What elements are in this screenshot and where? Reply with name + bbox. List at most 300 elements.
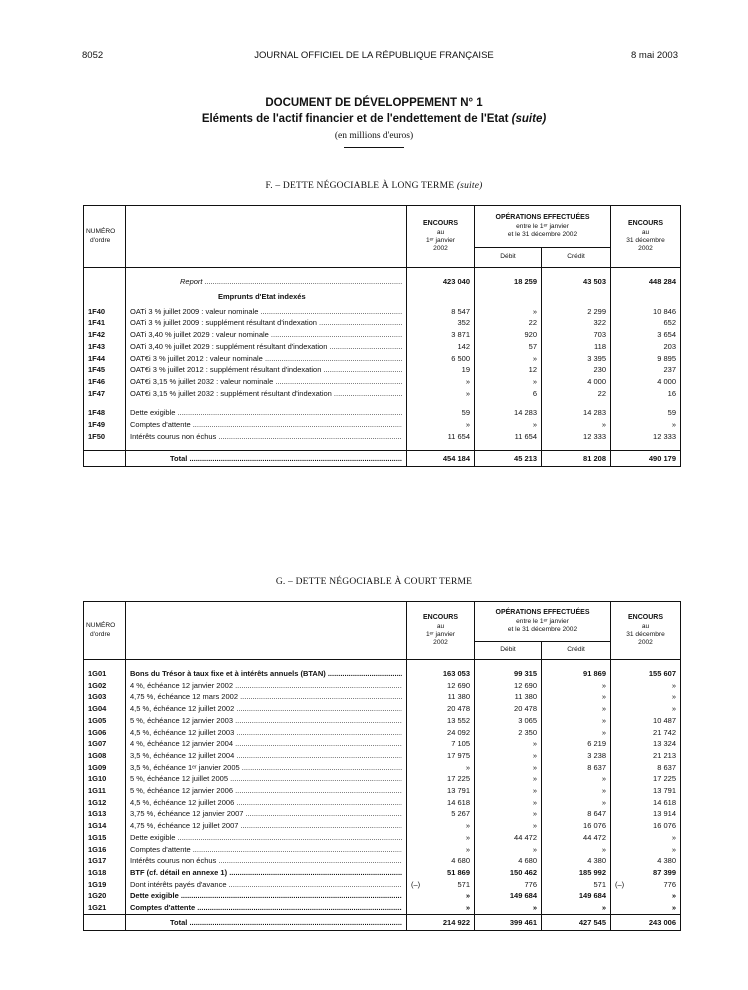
row-code <box>84 451 126 467</box>
value-debit: 99 315 <box>475 668 542 680</box>
row-code: 1G19 <box>84 879 126 891</box>
row-label: OATi 3,40 % juillet 2029 : valeur nominale ..... <box>126 329 407 341</box>
value-credit: » <box>542 715 611 727</box>
value-encours-jan: 59 <box>407 407 475 419</box>
value-credit: 16 076 <box>542 820 611 832</box>
value-encours-dec <box>611 762 681 774</box>
value-encours-dec <box>611 867 681 879</box>
value-credit: 2 299 <box>542 306 611 318</box>
value-debit: 12 690 <box>475 680 542 692</box>
value-debit: 3 065 <box>475 715 542 727</box>
table-row <box>84 820 681 832</box>
value-encours-jan: 8 547 <box>407 306 475 318</box>
value-credit: 703 <box>542 329 611 341</box>
row-label: 5 %, échéance 12 juillet 2005 ..... <box>126 773 407 785</box>
value-encours-jan: 352 <box>407 317 475 329</box>
row-code: 1F42 <box>84 329 126 341</box>
value-text: 13 552 <box>447 715 470 725</box>
value-debit: » <box>475 773 542 785</box>
spacer-cell <box>407 660 475 669</box>
value-text: 776 <box>663 879 676 889</box>
table-row <box>84 407 681 419</box>
value-credit: 8 637 <box>542 762 611 774</box>
value-text: 4 680 <box>451 856 470 866</box>
row-code: 1F41 <box>84 317 126 329</box>
row-code: 1G11 <box>84 785 126 797</box>
value-debit: » <box>475 762 542 774</box>
long-term-debt-table <box>83 205 681 467</box>
value-encours-jan <box>407 867 475 879</box>
row-code <box>84 288 126 306</box>
row-label: Comptes d'attente ..... <box>126 844 407 856</box>
table-row <box>84 341 681 353</box>
value-encours-jan <box>407 680 475 692</box>
table-row <box>84 388 681 400</box>
row-code: 1F49 <box>84 419 126 431</box>
value-debit: 4 680 <box>475 855 542 867</box>
value-encours-dec <box>611 879 681 891</box>
value-text: 21 213 <box>653 750 676 760</box>
value-debit: 6 <box>475 388 542 400</box>
value-debit: » <box>475 808 542 820</box>
value-debit: 44 472 <box>475 832 542 844</box>
table-row <box>84 419 681 431</box>
value-credit: » <box>542 797 611 809</box>
col-debit: Débit <box>475 642 542 660</box>
value-text: 11 380 <box>447 692 470 702</box>
value-encours-jan: » <box>407 419 475 431</box>
value-credit: 571 <box>542 879 611 891</box>
spacer-cell <box>542 660 611 669</box>
value-encours-jan: » <box>407 376 475 388</box>
value-credit: » <box>542 691 611 703</box>
publication-date: 8 mai 2003 <box>630 50 678 61</box>
row-label: Dette exigible ..... <box>126 890 407 902</box>
value-text: 17 225 <box>447 774 470 784</box>
group-label: Emprunts d'Etat indexés <box>126 288 407 306</box>
value-debit: » <box>475 797 542 809</box>
value-credit: 3 395 <box>542 353 611 365</box>
value-debit: » <box>475 750 542 762</box>
value-text: » <box>671 704 676 714</box>
value-debit: » <box>475 785 542 797</box>
value-encours-dec <box>611 832 681 844</box>
unit-note: (en millions d'euros) <box>334 131 414 141</box>
spacer-cell <box>126 442 407 451</box>
value-encours-jan <box>407 773 475 785</box>
value-credit: 4 000 <box>542 376 611 388</box>
value-credit: 185 992 <box>542 867 611 879</box>
row-code: 1G17 <box>84 855 126 867</box>
value-credit: » <box>542 703 611 715</box>
table-row <box>84 364 681 376</box>
value-credit: 3 238 <box>542 750 611 762</box>
group-row <box>84 288 681 306</box>
col-operations: OPÉRATIONS EFFECTUÉES entre le 1ᵉʳ janvier et le 31 décembre 2002 <box>475 602 611 642</box>
value-encours-dec: » <box>611 419 681 431</box>
value-credit: 44 472 <box>542 832 611 844</box>
spacer-cell <box>542 399 611 407</box>
value-credit: » <box>542 902 611 914</box>
table-row <box>84 890 681 902</box>
row-label: OATi 3,40 % juillet 2029 : supplément résultant d'indexation ..... <box>126 341 407 353</box>
value-encours-dec: 652 <box>611 317 681 329</box>
value-text: » <box>671 680 676 690</box>
row-label: OAT€i 3,15 % juillet 2032 : valeur nominale ..... <box>126 376 407 388</box>
total-row <box>84 451 681 467</box>
value-encours-jan: 19 <box>407 364 475 376</box>
value-encours-dec <box>611 902 681 914</box>
spacer-cell <box>475 660 542 669</box>
value-encours-jan <box>407 750 475 762</box>
value-encours-jan <box>407 703 475 715</box>
value-encours-dec <box>611 691 681 703</box>
value-encours-dec <box>611 808 681 820</box>
value-encours-jan <box>407 855 475 867</box>
value-debit: 920 <box>475 329 542 341</box>
total-debit: 399 461 <box>475 914 542 930</box>
value-encours-jan: » <box>407 388 475 400</box>
row-code: 1G06 <box>84 727 126 739</box>
value-encours-jan <box>407 668 475 680</box>
value-text: 87 399 <box>653 867 676 877</box>
table-row <box>84 855 681 867</box>
title-rule <box>344 147 404 148</box>
value-text: » <box>465 891 470 901</box>
value-text: 13 324 <box>653 739 676 749</box>
row-label: 4,5 %, échéance 12 juillet 2006 ..... <box>126 797 407 809</box>
journal-title: JOURNAL OFFICIEL DE LA RÉPUBLIQUE FRANÇAISE <box>254 50 494 61</box>
value-text: 12 690 <box>447 680 470 690</box>
value-debit: » <box>475 353 542 365</box>
value-credit: 14 283 <box>542 407 611 419</box>
value-credit: » <box>542 680 611 692</box>
value-text: » <box>671 832 676 842</box>
col-debit: Débit <box>475 248 542 268</box>
value-credit: 4 380 <box>542 855 611 867</box>
value-debit: 2 350 <box>475 727 542 739</box>
value-debit: 150 462 <box>475 867 542 879</box>
value-text: 571 <box>457 879 470 889</box>
value-text: » <box>671 903 676 913</box>
spacer-cell <box>84 268 126 277</box>
value-text: 13 791 <box>447 786 470 796</box>
total-debit: 45 213 <box>475 451 542 467</box>
value-encours-dec: 4 000 <box>611 376 681 388</box>
table-row <box>84 691 681 703</box>
value-debit: 20 478 <box>475 703 542 715</box>
value-credit: 91 869 <box>542 668 611 680</box>
spacer-cell <box>611 442 681 451</box>
col-label <box>126 206 407 268</box>
row-code: 1F48 <box>84 407 126 419</box>
value-encours-dec <box>611 668 681 680</box>
section-g-title: G. – DETTE NÉGOCIABLE À COURT TERME <box>275 577 473 587</box>
value-credit: » <box>542 785 611 797</box>
row-code <box>84 914 126 930</box>
value-encours-jan <box>407 808 475 820</box>
row-label: 4,75 %, échéance 12 mars 2002 ..... <box>126 691 407 703</box>
total-credit: 427 545 <box>542 914 611 930</box>
row-label: 4 %, échéance 12 janvier 2002 ..... <box>126 680 407 692</box>
value-encours-dec: 237 <box>611 364 681 376</box>
spacer-cell <box>126 268 407 277</box>
value-debit: 776 <box>475 879 542 891</box>
row-code: 1G05 <box>84 715 126 727</box>
table-row <box>84 317 681 329</box>
value-text: 16 076 <box>653 821 676 831</box>
value-encours-jan <box>407 890 475 902</box>
row-code: 1F43 <box>84 341 126 353</box>
value-encours-jan: 3 871 <box>407 329 475 341</box>
report-row <box>84 276 681 288</box>
spacer-cell <box>126 660 407 669</box>
row-label: 4,5 %, échéance 12 juillet 2002 ..... <box>126 703 407 715</box>
total-encours-dec: 490 179 <box>611 451 681 467</box>
row-code: 1G01 <box>84 668 126 680</box>
value-credit: » <box>542 773 611 785</box>
table-row <box>84 668 681 680</box>
row-label: BTF (cf. détail en annexe 1) ..... <box>126 867 407 879</box>
row-label: Dette exigible ..... <box>126 407 407 419</box>
table-row <box>84 844 681 856</box>
total-row <box>84 914 681 930</box>
table-row <box>84 879 681 891</box>
row-label: 4,75 %, échéance 12 juillet 2007 ..... <box>126 820 407 832</box>
row-code: 1F40 <box>84 306 126 318</box>
document-title: DOCUMENT DE DÉVELOPPEMENT N° 1 <box>265 97 483 109</box>
total-label: Total ..... <box>126 451 407 467</box>
value-text: 24 092 <box>447 727 470 737</box>
row-code: 1F44 <box>84 353 126 365</box>
value-text: 20 478 <box>447 704 470 714</box>
total-encours-jan: 454 184 <box>407 451 475 467</box>
value-credit: 43 503 <box>542 276 611 288</box>
row-label: 4,5 %, échéance 12 juillet 2003 ..... <box>126 727 407 739</box>
value-encours-dec: 10 846 <box>611 306 681 318</box>
col-encours-jan: ENCOURS au 1ᵉʳ janvier 2002 <box>407 206 475 268</box>
spacer-cell <box>407 442 475 451</box>
value-encours-dec: 9 895 <box>611 353 681 365</box>
value-encours-jan <box>407 785 475 797</box>
row-code: 1G13 <box>84 808 126 820</box>
value-encours-jan <box>407 879 475 891</box>
table-row <box>84 306 681 318</box>
row-code: 1G10 <box>84 773 126 785</box>
table-row <box>84 431 681 443</box>
row-label: Comptes d'attente ..... <box>126 902 407 914</box>
row-code: 1F47 <box>84 388 126 400</box>
table-row <box>84 867 681 879</box>
section-f-title: F. – DETTE NÉGOCIABLE À LONG TERME (suite) <box>265 181 483 191</box>
value-encours-jan <box>407 844 475 856</box>
table-row <box>84 773 681 785</box>
value-encours-jan <box>407 797 475 809</box>
row-label: OATi 3 % juillet 2009 : supplément résultant d'indexation ..... <box>126 317 407 329</box>
table-row <box>84 376 681 388</box>
value-encours-jan <box>407 820 475 832</box>
value-credit: » <box>542 727 611 739</box>
spacer-cell <box>542 268 611 277</box>
value-text: 17 225 <box>653 774 676 784</box>
value-encours-jan <box>407 691 475 703</box>
total-encours-dec: 243 006 <box>611 914 681 930</box>
value-debit: 12 <box>475 364 542 376</box>
col-credit: Crédit <box>542 248 611 268</box>
value-encours-dec: 203 <box>611 341 681 353</box>
value-encours-jan: 11 654 <box>407 431 475 443</box>
table-row <box>84 353 681 365</box>
value-encours-dec <box>611 785 681 797</box>
value-encours-jan: 423 040 <box>407 276 475 288</box>
value-text: 7 105 <box>451 739 470 749</box>
table-row <box>84 762 681 774</box>
value-debit: 22 <box>475 317 542 329</box>
value-text: 10 487 <box>653 715 676 725</box>
value-text: 5 267 <box>451 809 470 819</box>
value-debit: » <box>475 820 542 832</box>
row-label: Intérêts courus non échus ..... <box>126 855 407 867</box>
value-encours-dec: 59 <box>611 407 681 419</box>
table-row <box>84 727 681 739</box>
empty-cell <box>542 288 611 306</box>
col-credit: Crédit <box>542 642 611 660</box>
value-credit: 230 <box>542 364 611 376</box>
value-encours-dec <box>611 844 681 856</box>
value-debit: » <box>475 419 542 431</box>
value-encours-jan <box>407 738 475 750</box>
table-row <box>84 902 681 914</box>
empty-cell <box>475 288 542 306</box>
negative-prefix: (–) <box>411 879 421 889</box>
value-credit: » <box>542 844 611 856</box>
spacer-cell <box>84 660 126 669</box>
value-encours-dec <box>611 727 681 739</box>
row-code: 1F50 <box>84 431 126 443</box>
value-text: 17 975 <box>447 750 470 760</box>
value-text: 163 053 <box>442 669 470 678</box>
value-encours-jan <box>407 762 475 774</box>
row-code: 1G21 <box>84 902 126 914</box>
row-label: 5 %, échéance 12 janvier 2003 ..... <box>126 715 407 727</box>
table-row <box>84 329 681 341</box>
row-code: 1G15 <box>84 832 126 844</box>
value-credit: 322 <box>542 317 611 329</box>
value-debit: 14 283 <box>475 407 542 419</box>
value-encours-dec: 3 654 <box>611 329 681 341</box>
empty-cell <box>407 288 475 306</box>
value-encours-jan <box>407 832 475 844</box>
row-code: 1G03 <box>84 691 126 703</box>
row-code: 1G09 <box>84 762 126 774</box>
value-encours-jan <box>407 715 475 727</box>
row-code: 1G04 <box>84 703 126 715</box>
value-text: » <box>465 903 470 913</box>
value-debit: » <box>475 306 542 318</box>
value-debit: 11 654 <box>475 431 542 443</box>
col-numero: NUMÉRO d'ordre <box>84 206 126 268</box>
row-code: 1G12 <box>84 797 126 809</box>
value-debit: 11 380 <box>475 691 542 703</box>
row-label: Report ..... <box>126 276 407 288</box>
value-text: » <box>465 832 470 842</box>
value-text: » <box>465 762 470 772</box>
value-debit: » <box>475 738 542 750</box>
value-encours-jan: 142 <box>407 341 475 353</box>
table-row <box>84 785 681 797</box>
value-text: » <box>671 891 676 901</box>
value-encours-dec <box>611 855 681 867</box>
row-label: 3,5 %, échéance 12 juillet 2004 ..... <box>126 750 407 762</box>
value-encours-dec <box>611 750 681 762</box>
value-encours-dec <box>611 703 681 715</box>
value-text: » <box>671 692 676 702</box>
col-encours-dec: ENCOURS au 31 décembre 2002 <box>611 602 681 660</box>
value-debit: 57 <box>475 341 542 353</box>
row-code: 1G07 <box>84 738 126 750</box>
value-credit: 12 333 <box>542 431 611 443</box>
row-code: 1G08 <box>84 750 126 762</box>
spacer-cell <box>611 399 681 407</box>
value-encours-jan: 6 500 <box>407 353 475 365</box>
spacer-cell <box>475 268 542 277</box>
row-label: OATi 3 % juillet 2009 : valeur nominale ..... <box>126 306 407 318</box>
value-text: 14 618 <box>653 797 676 807</box>
value-credit: 8 647 <box>542 808 611 820</box>
row-label: 3,5 %, échéance 1ᵉʳ janvier 2005 ..... <box>126 762 407 774</box>
value-text: » <box>671 844 676 854</box>
value-text: 13 914 <box>653 809 676 819</box>
value-text: 21 742 <box>653 727 676 737</box>
row-code: 1F46 <box>84 376 126 388</box>
table-row <box>84 715 681 727</box>
value-encours-dec <box>611 680 681 692</box>
row-code: 1G02 <box>84 680 126 692</box>
value-text: » <box>465 844 470 854</box>
total-encours-jan: 214 922 <box>407 914 475 930</box>
row-label: Comptes d'attente ..... <box>126 419 407 431</box>
spacer-cell <box>84 442 126 451</box>
spacer-cell <box>475 399 542 407</box>
value-text: 4 380 <box>657 856 676 866</box>
col-numero: NUMÉRO d'ordre <box>84 602 126 660</box>
value-encours-dec <box>611 797 681 809</box>
table-row <box>84 832 681 844</box>
value-encours-jan <box>407 902 475 914</box>
value-credit: » <box>542 419 611 431</box>
value-credit: 22 <box>542 388 611 400</box>
row-code: 1G18 <box>84 867 126 879</box>
table-row <box>84 738 681 750</box>
short-term-debt-table <box>83 601 681 931</box>
row-code: 1F45 <box>84 364 126 376</box>
row-code: 1G16 <box>84 844 126 856</box>
empty-cell <box>611 288 681 306</box>
value-debit: » <box>475 376 542 388</box>
value-encours-dec <box>611 738 681 750</box>
value-debit: 149 684 <box>475 890 542 902</box>
value-encours-dec <box>611 773 681 785</box>
value-encours-jan <box>407 727 475 739</box>
row-code: 1G20 <box>84 890 126 902</box>
col-encours-dec: ENCOURS au 31 décembre 2002 <box>611 206 681 268</box>
col-encours-jan: ENCOURS au 1ᵉʳ janvier 2002 <box>407 602 475 660</box>
spacer-cell <box>475 442 542 451</box>
row-label: Intérêts courus non échus ..... <box>126 431 407 443</box>
negative-prefix: (–) <box>615 879 625 889</box>
value-text: 14 618 <box>447 797 470 807</box>
value-encours-dec: 16 <box>611 388 681 400</box>
